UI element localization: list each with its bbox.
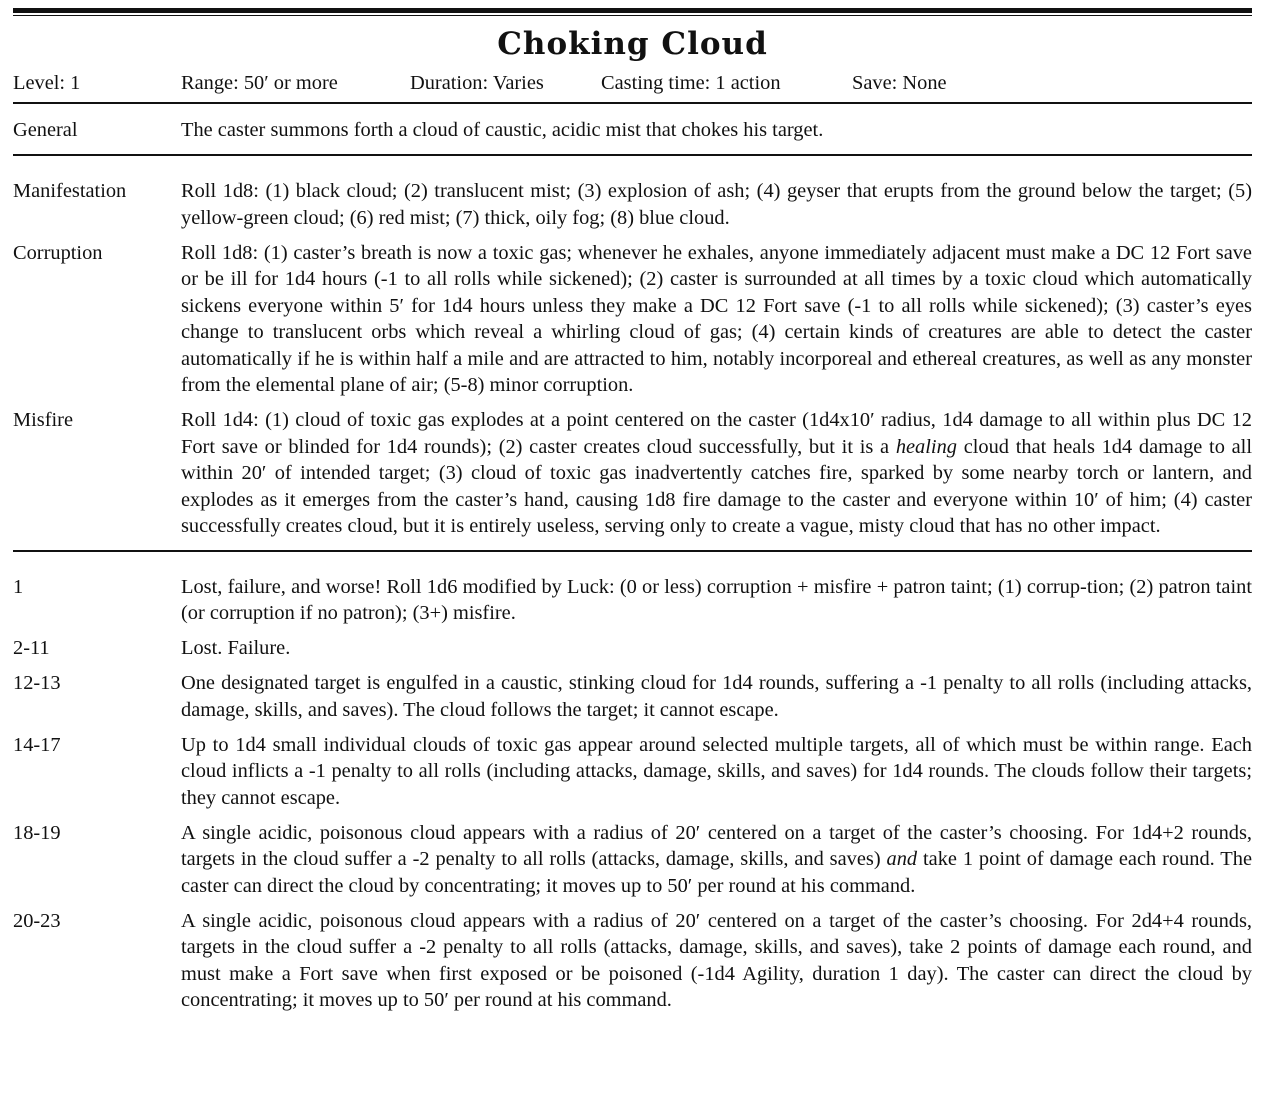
corruption-label: Corruption [13, 241, 103, 264]
misfire-text-part: cloud that heals 1d4 damage to all within 20′ of intended target; (3) cloud of toxic gas inadvertently catches fire, sparked by some nearby torch or lantern, and explodes as it emerges from the caster’s hand, causing 1d8 fire damage to the caster and everyone within 10′ of him; (4) caster successfully creates cloud, but it is entirely useless, serving only to create a vague, misty cloud that has no other impact. [181, 435, 1252, 537]
result-roll: 1 [13, 575, 24, 598]
result-text: Up to 1d4 small individual clouds of toxic gas appear around selected multiple targets, all of which must be within range. Each cloud inflicts a -1 penalty to all rolls (including attacks, damage, skills, and saves) for 1d4 rounds. The clouds follow their targets; they cannot escape. [181, 733, 1252, 809]
general-text: The caster summons forth a cloud of caustic, acidic mist that chokes his target. [181, 119, 824, 141]
spell-meta [13, 66, 1252, 102]
misfire-label: Misfire [13, 409, 74, 431]
result-roll: 2-11 [13, 637, 50, 659]
result-row [13, 820, 1252, 900]
manifestation-text: Roll 1d8: (1) black cloud; (2) translucent mist; (3) explosion of ash; (4) geyser that erupts from the ground below the target; (5) yellow-green cloud; (6) red mist; (7) thick, oily fog; (8) blue cloud. [181, 180, 1252, 229]
description-block [13, 156, 1252, 540]
result-row [13, 732, 1252, 812]
result-roll: 14-17 [13, 733, 61, 756]
result-text: A single acidic, poisonous cloud appears with a radius of 20′ centered on a target of the caster’s choosing. For 2d4+4 rounds, targets in the cloud suffer a -2 penalty to all rolls (attacks, damage, skills, and saves), take 2 points of damage each round, and must make a Fort save when first exposed or be poisoned (-1d4 Agility, duration 1 day). The caster can direct the cloud by concentrating; it moves up to 50′ per round at his command. [181, 909, 1252, 1011]
result-roll: 12-13 [13, 672, 61, 694]
result-text-part: take 1 point of damage each round. The caster can direct the cloud by concentrating; it moves up to 50′ per round at his command. [181, 848, 1253, 897]
misfire-text [181, 407, 1252, 540]
result-text-part: A single acidic, poisonous cloud appears with a radius of 20′ centered on a target of the caster’s choosing. For 1d4+2 rounds, targets in the cloud suffer a -2 penalty to all rolls (attacks, damage, skills, and saves) [181, 821, 1252, 870]
result-text [181, 820, 1252, 900]
result-text-emphasis: and [886, 848, 918, 870]
spell-page [13, 0, 1252, 1022]
top-rule-thick [13, 8, 1252, 13]
meta-casting-time: Casting time: 1 action [601, 72, 781, 94]
manifestation-row [13, 178, 1252, 231]
spell-title: Choking Cloud [497, 26, 768, 62]
meta-save: Save: None [852, 72, 947, 94]
meta-level: Level: 1 [13, 72, 81, 94]
general-row [13, 104, 1252, 154]
result-row [13, 574, 1252, 627]
result-text: Lost, failure, and worse! Roll 1d6 modified by Luck: (0 or less) corruption + misfire + patron taint; (1) corrup-tion; (2) patron taint (or corruption if no patron); (3+) misfire. [181, 575, 1252, 624]
corruption-row [13, 240, 1252, 399]
manifestation-label: Manifestation [13, 180, 127, 202]
result-row [13, 670, 1252, 723]
corruption-text: Roll 1d8: (1) caster’s breath is now a toxic gas; whenever he exhales, anyone immediately adjacent must make a DC 12 Fort save or be ill for 1d4 hours (-1 to all rolls while sickened); (2) caster is surrounded at all times by a toxic cloud which automatically sickens everyone within 5′ for 1d4 hours unless they make a DC 12 Fort save (-1 to all rolls while sickened); (3) caster’s eyes change to translucent orbs which reveal a whirling cloud of gas; (4) certain kinds of creatures are able to detect the caster automatically if he is within half a mile and are attracted to him, notably incorporeal and ethereal creatures, as well as any monster from the elemental plane of air; (5-8) minor corruption. [181, 241, 1252, 396]
meta-range: Range: 50′ or more [181, 72, 338, 94]
result-roll: 20-23 [13, 909, 61, 932]
result-text: One designated target is engulfed in a caustic, stinking cloud for 1d4 rounds, suffering a -1 penalty to all rolls (including attacks, damage, skills, and saves). The cloud follows the target; it cannot escape. [181, 672, 1252, 721]
misfire-text-emphasis: healing [895, 435, 957, 458]
misfire-text-part: Roll 1d4: (1) cloud of toxic gas explodes at a point centered on the caster (1d4x10′ radius, 1d4 damage to all within plus DC 12 Fort save or blinded for 1d4 rounds); (2) caster creates cloud successfully, but it is a [181, 409, 1252, 458]
top-rule-thin [13, 15, 1252, 16]
result-row [13, 635, 1252, 662]
meta-duration: Duration: Varies [410, 72, 544, 94]
result-roll: 18-19 [13, 821, 61, 844]
result-row [13, 908, 1252, 1014]
results-table [13, 552, 1252, 1014]
misfire-row [13, 407, 1252, 540]
general-label: General [13, 119, 78, 141]
result-text: Lost. Failure. [181, 637, 291, 659]
